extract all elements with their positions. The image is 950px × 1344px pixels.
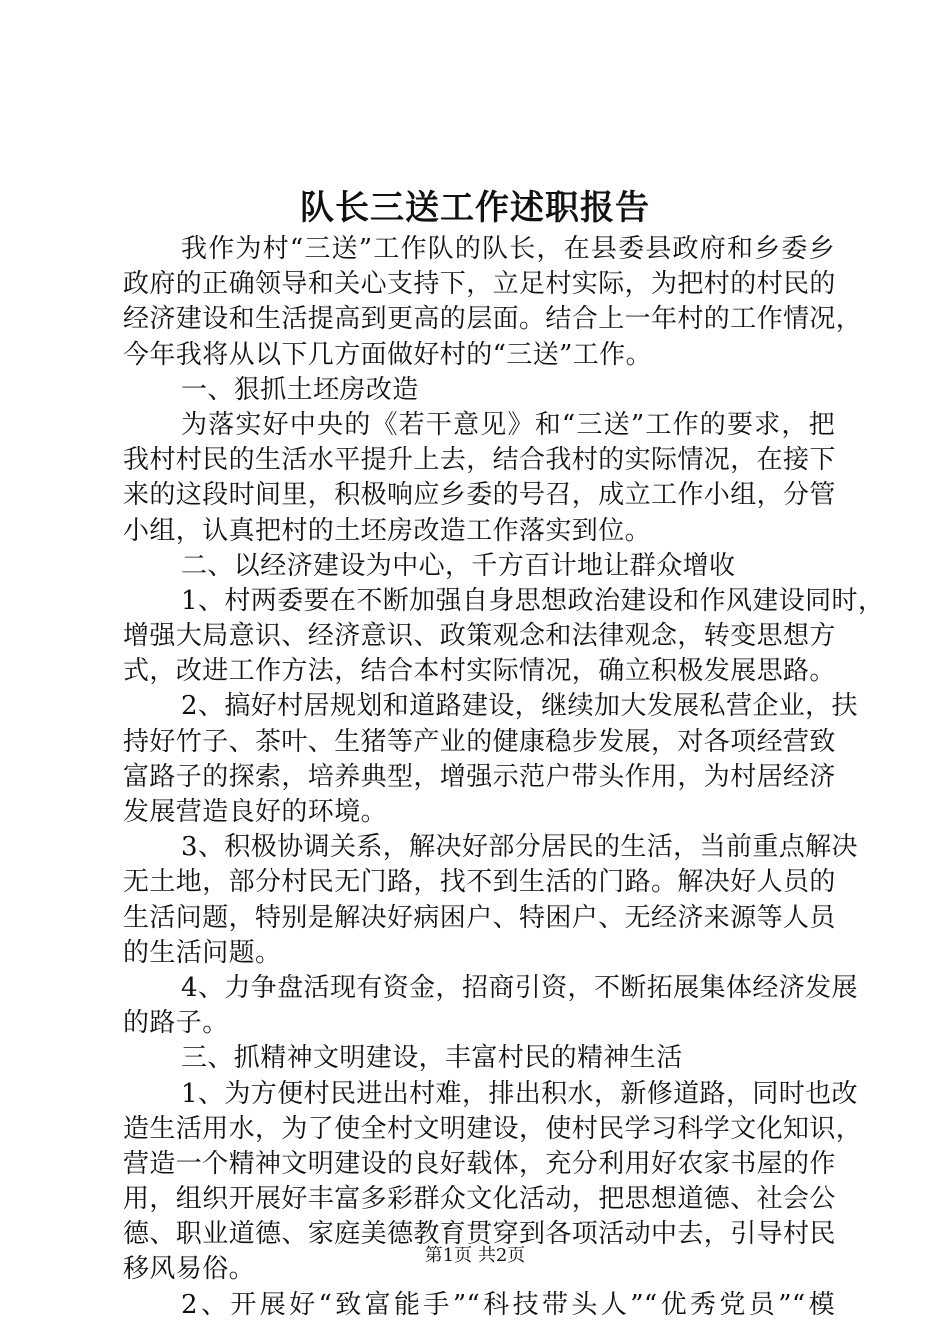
text-line: 持好竹子、茶叶、生猪等产业的健康稳步发展，对各项经营致 <box>123 726 836 757</box>
document-title: 队长三送工作述职报告 <box>300 188 650 228</box>
text-line: 的路子。 <box>123 1008 229 1039</box>
text-line: 无土地，部分村民无门路，找不到生活的门路。解决好人员的 <box>123 867 836 898</box>
text-line: 我作为村“三送”工作队的队长，在县委县政府和乡委乡 <box>181 234 835 264</box>
paragraph <box>123 1041 835 1076</box>
text-line: 营造一个精神文明建设的良好载体，充分利用好农家书屋的作 <box>123 1148 836 1179</box>
text-line: 今年我将从以下几方面做好村的“三送”工作。 <box>123 339 652 370</box>
text-line: 用，组织开展好丰富多彩群众文化活动，把思想道德、社会公 <box>123 1184 836 1215</box>
text-line: 小组，认真把村的土坯房改造工作落实到位。 <box>123 515 652 546</box>
text-line: 一、狠抓土坯房改造 <box>181 374 419 405</box>
text-line: 增强大局意识、经济意识、政策观念和法律观念，转变思想方 <box>123 621 836 652</box>
text-line: 来的这段时间里，积极响应乡委的号召，成立工作小组，分管 <box>123 480 836 511</box>
text-line: 移风易俗。 <box>123 1254 256 1285</box>
text-line: 1、村两委要在不断加强自身思想政治建设和作风建设同时， <box>181 585 885 616</box>
text-line: 式，改进工作方法，结合本村实际情况，确立积极发展思路。 <box>123 656 836 687</box>
text-line: 政府的正确领导和关心支持下，立足村实际，为把村的村民的 <box>123 269 836 300</box>
text-line: 的生活问题。 <box>123 937 282 968</box>
paragraph <box>123 971 858 1041</box>
text-line: 发展营造良好的环境。 <box>123 797 388 827</box>
text-line: 2、开展好“致富能手”“科技带头人”“优秀党员”“模 <box>181 1289 835 1320</box>
text-line: 我村村民的生活水平提升上去，结合我村的实际情况，在接下 <box>123 445 836 476</box>
text-line: 4、力争盘活现有资金，招商引资，不断拓展集体经济发展 <box>181 972 858 1003</box>
paragraph <box>123 408 835 549</box>
paragraph <box>123 549 835 584</box>
text-line: 生活问题，特别是解决好病困户、特困户、无经济来源等人员 <box>123 902 836 933</box>
text-line: 二、以经济建设为中心，千方百计地让群众增收 <box>181 550 736 581</box>
paragraph <box>123 373 835 408</box>
paragraph <box>123 232 863 373</box>
page-footer: 第1页 共2页 <box>424 1245 526 1266</box>
text-line: 造生活用水，为了使全村文明建设，使村民学习科学文化知识， <box>123 1113 863 1144</box>
document-body <box>123 232 885 1323</box>
paragraph <box>123 584 885 690</box>
text-line: 三、抓精神文明建设，丰富村民的精神生活 <box>181 1043 683 1074</box>
text-line: 经济建设和生活提高到更高的层面。结合上一年村的工作情况， <box>123 304 863 335</box>
text-line: 富路子的探索，培养典型，增强示范户带头作用，为村居经济 <box>123 761 836 792</box>
text-line: 1、为方便村民进出村难，排出积水，新修道路，同时也改 <box>181 1078 858 1109</box>
paragraph <box>123 830 858 971</box>
text-line: 2、搞好村居规划和道路建设，继续加大发展私营企业，扶 <box>181 691 858 722</box>
text-line: 为落实好中央的《若干意见》和“三送”工作的要求，把 <box>181 409 835 440</box>
paragraph <box>123 1288 835 1323</box>
paragraph <box>123 689 858 830</box>
text-line: 3、积极协调关系，解决好部分居民的生活，当前重点解决 <box>181 832 858 863</box>
text-line: 德、职业道德、家庭美德教育贯穿到各项活动中去，引导村民 <box>123 1219 836 1250</box>
